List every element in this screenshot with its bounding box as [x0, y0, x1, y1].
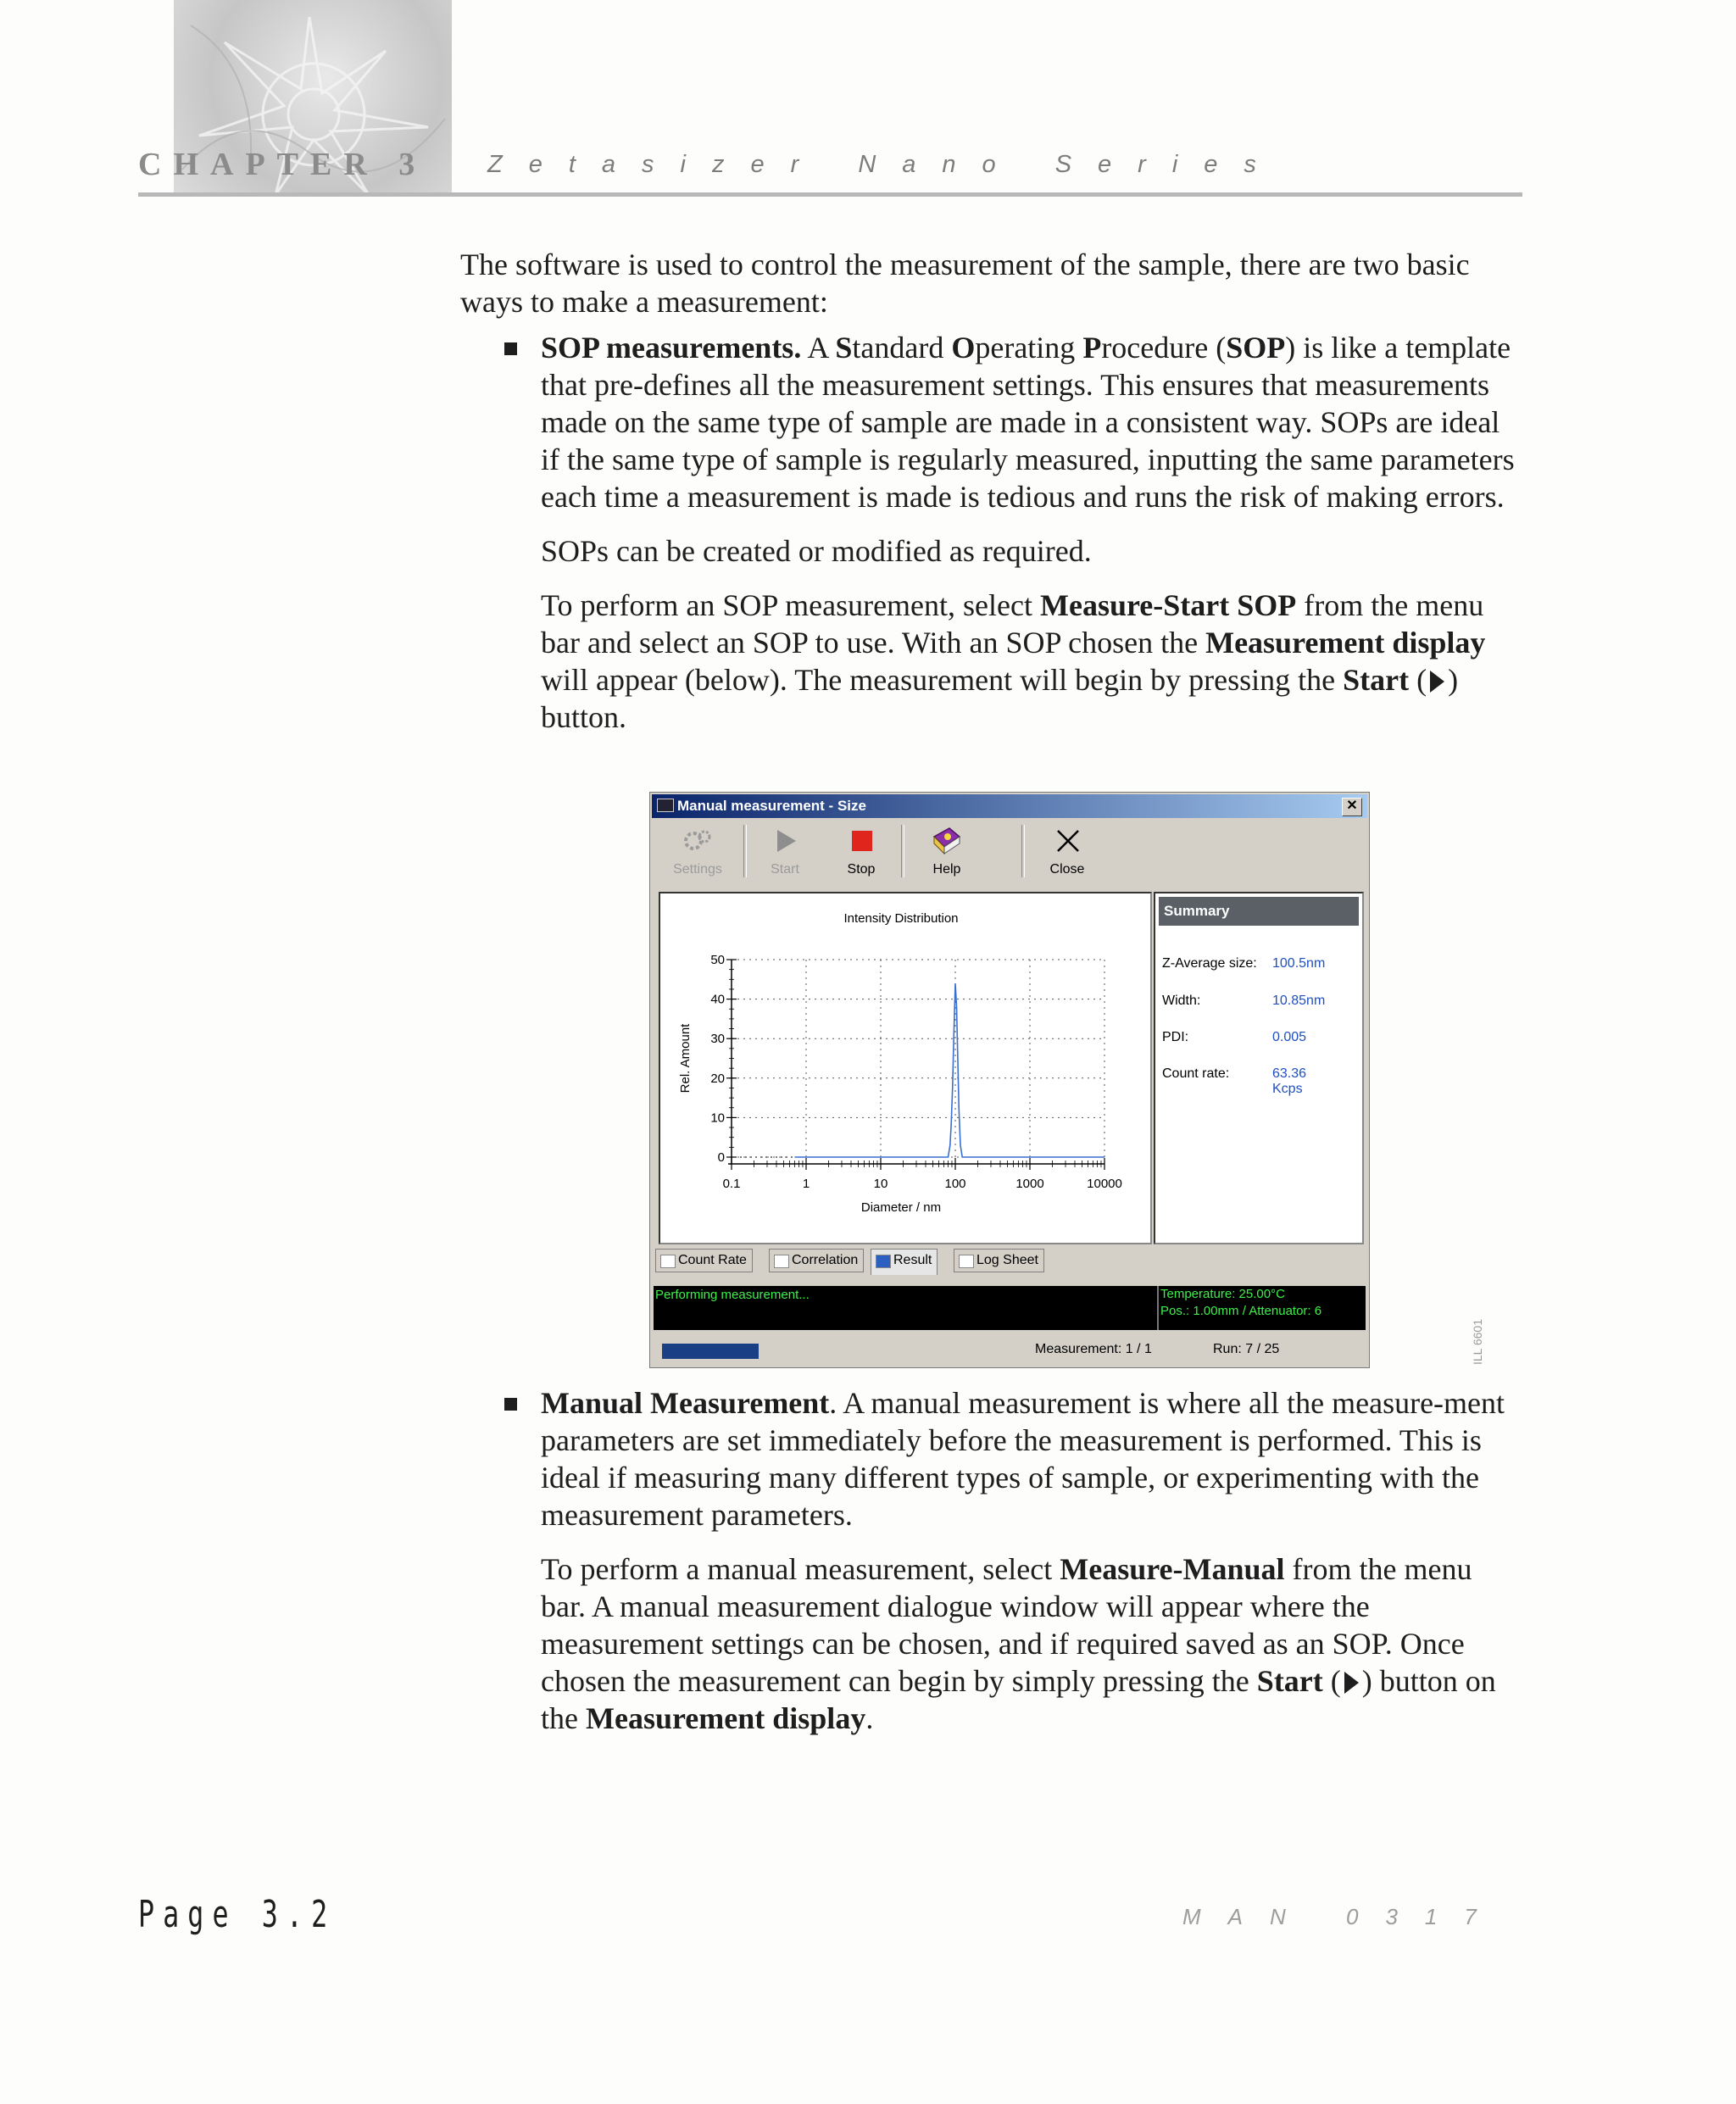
- chapter-heading: CHAPTER 3: [138, 147, 427, 182]
- summary-label: Count rate:: [1162, 1066, 1230, 1081]
- summary-value: 100.5nm: [1272, 956, 1326, 971]
- bullet-manual: [504, 1398, 517, 1411]
- sop-text-rocedure: rocedure (: [1101, 331, 1227, 365]
- figure-id: ILL 6601: [1471, 1319, 1484, 1365]
- chart-panel: [659, 892, 1152, 1244]
- window-title: Manual measurement - Size: [677, 798, 866, 814]
- sop-p3-c: will appear (below). The measurement will begin by pressing the: [541, 663, 1344, 697]
- sop-abbr: SOP: [1226, 331, 1286, 365]
- summary-value: 0.005: [1272, 1030, 1307, 1044]
- start-term: Start: [1256, 1664, 1323, 1698]
- summary-label: PDI:: [1162, 1030, 1189, 1044]
- tab-label: Log Sheet: [976, 1253, 1038, 1267]
- settings-button[interactable]: [655, 821, 740, 881]
- intensity-distribution-chart: [660, 893, 1147, 1239]
- measurement-window: [649, 792, 1370, 1368]
- x-tick-label: 10: [873, 1177, 888, 1191]
- menu-measure-start-sop: Measure-Start SOP: [1039, 588, 1297, 622]
- intro-text: The software is used to control the measurement of the sample, there are two basic ways to make a measurement:: [460, 248, 1470, 319]
- summary-heading: Summary: [1159, 897, 1359, 926]
- close-label: Close: [1049, 862, 1085, 877]
- stop-button[interactable]: [823, 821, 899, 881]
- tab-count-rate[interactable]: [655, 1249, 753, 1272]
- count-rate-icon: [660, 1255, 676, 1268]
- tab-log-sheet[interactable]: [954, 1249, 1044, 1272]
- tab-label: Correlation: [792, 1253, 859, 1267]
- summary-value: 10.85nm: [1272, 994, 1326, 1008]
- window-titlebar: [652, 794, 1367, 818]
- intro-paragraph: [460, 246, 1520, 320]
- start-play-icon: [1430, 671, 1444, 693]
- measurement-display-term: Measurement display: [1205, 626, 1486, 660]
- log-sheet-icon: [959, 1255, 974, 1268]
- tab-label: Result: [893, 1253, 932, 1267]
- series-title: Zetasizer Nano Series: [487, 151, 1283, 178]
- bullet-sop: [504, 342, 517, 355]
- status-message: Performing measurement...: [655, 1288, 810, 1302]
- sop-p3-a: To perform an SOP measurement, select: [541, 588, 1040, 622]
- y-tick-label: 20: [710, 1071, 725, 1086]
- measurement-counter: Measurement: 1 / 1: [1035, 1342, 1152, 1356]
- start-play-icon: [1344, 1672, 1359, 1694]
- close-button[interactable]: [1025, 821, 1110, 881]
- progress-bar: [662, 1344, 759, 1359]
- play-icon: [776, 828, 798, 854]
- run-counter: Run: 7 / 25: [1213, 1342, 1280, 1356]
- tab-result[interactable]: [871, 1249, 938, 1275]
- summary-row-width: [1162, 994, 1326, 1009]
- manual-p2-a: To perform a manual measurement, select: [541, 1552, 1060, 1586]
- window-close-button[interactable]: ✕: [1342, 798, 1362, 816]
- sop-para3: [541, 587, 1520, 736]
- x-axis-label: Diameter / nm: [860, 1200, 942, 1215]
- x-tick-label: 10000: [1087, 1177, 1122, 1191]
- manual-p2-d: ) button on the: [541, 1664, 1496, 1735]
- result-icon: [876, 1255, 891, 1268]
- sop-letter-s: S: [835, 331, 853, 365]
- start-button[interactable]: [747, 821, 823, 881]
- summary-label: Z-Average size:: [1162, 956, 1257, 971]
- app-icon: [657, 799, 674, 812]
- help-book-icon: [931, 825, 963, 857]
- manual-paragraph: [541, 1384, 1524, 1533]
- status-area: [654, 1286, 1366, 1330]
- sop-p3-d: (: [1409, 663, 1427, 697]
- x-tick-label: 1000: [1015, 1177, 1044, 1191]
- start-term: Start: [1343, 663, 1410, 697]
- summary-panel: [1154, 892, 1364, 1244]
- x-tick-label: 1: [802, 1177, 810, 1191]
- summary-label: Width:: [1162, 994, 1201, 1008]
- y-tick-label: 30: [710, 1032, 725, 1047]
- header-rule: [138, 192, 1522, 197]
- y-tick-label: 10: [710, 1110, 725, 1126]
- manual-p2-c: (: [1322, 1664, 1341, 1698]
- start-label: Start: [771, 862, 799, 877]
- chart-title: Intensity Distribution: [843, 911, 959, 926]
- status-temperature: Temperature: 25.00°C: [1160, 1287, 1285, 1301]
- sop-para2: SOPs can be created or modified as required.: [541, 534, 1092, 568]
- summary-row-zaverage: [1162, 956, 1326, 971]
- status-position: Pos.: 1.00mm / Attenuator: 6: [1160, 1304, 1322, 1318]
- x-tick-label: 0.1: [722, 1177, 741, 1191]
- summary-row-pdi: [1162, 1030, 1307, 1045]
- help-button[interactable]: [904, 821, 989, 881]
- sop-text-tandard: tandard: [852, 331, 952, 365]
- page-number: Page 3.2: [138, 1893, 337, 1936]
- help-label: Help: [932, 862, 961, 877]
- toolbar: [655, 821, 1364, 881]
- manual-code: MAN 0317: [1182, 1904, 1504, 1929]
- sop-text-a: A: [801, 331, 836, 365]
- settings-icon: [682, 827, 713, 855]
- sop-title: SOP measurements.: [541, 331, 802, 365]
- sop-letter-p: P: [1082, 331, 1102, 365]
- x-tick-label: 100: [944, 1177, 966, 1191]
- sop-text-perating: perating: [975, 331, 1083, 365]
- close-icon: [1055, 828, 1081, 854]
- stop-icon: [851, 830, 873, 852]
- status-bar: [654, 1337, 1366, 1364]
- y-tick-label: 50: [710, 953, 725, 967]
- manual-section: [541, 1384, 1524, 1737]
- sop-section: [541, 329, 1520, 736]
- series-line-intensity: [794, 983, 1104, 1157]
- status-instrument: [1157, 1286, 1369, 1330]
- summary-value: 63.36 Kcps: [1272, 1066, 1307, 1096]
- menu-measure-manual: Measure-Manual: [1060, 1552, 1285, 1586]
- y-tick-label: 0: [717, 1150, 725, 1165]
- tab-label: Count Rate: [678, 1253, 747, 1267]
- manual-p2-e: .: [865, 1701, 874, 1735]
- correlation-icon: [774, 1255, 789, 1268]
- y-tick-label: 40: [710, 992, 725, 1007]
- sop-text-b: ) is like a template that pre-defines all the measurement settings. This ensures that measurements made on the same type of sample are made in a consistent way. SOPs are ideal if the same type of sample is regularly measured, inputting the same parameters each time a measurement is made is tedious and runs the risk of making errors.: [541, 331, 1515, 514]
- stop-label: Stop: [847, 862, 876, 877]
- tab-correlation[interactable]: [769, 1249, 864, 1272]
- measurement-display-term: Measurement display: [585, 1701, 866, 1735]
- y-axis-label: Rel. Amount: [678, 1023, 693, 1094]
- summary-row-count-rate: [1162, 1066, 1307, 1096]
- sop-letter-o: O: [951, 331, 976, 365]
- manual-p2-b: from the menu bar. A manual measurement dialogue window will appear where the measurement settings can be chosen, and if required saved as an SOP. Once chosen the measurement can begin by simply pressing the: [541, 1552, 1472, 1698]
- sop-p3-b: from the menu bar and select an SOP to use. With an SOP chosen the: [541, 588, 1484, 660]
- sop-paragraph: [541, 329, 1520, 515]
- settings-label: Settings: [673, 862, 722, 877]
- view-tabs: [655, 1249, 1359, 1274]
- manual-title: Manual Measurement: [541, 1386, 830, 1420]
- manual-desc: . A manual measurement is where all the measure-ment parameters are set immediately before the measurement is performed. This is ideal if measuring many different types of sample, or experimenting with the measurement parameters.: [541, 1386, 1505, 1532]
- sop-p3-e: ) button.: [541, 663, 1459, 734]
- manual-para2: [541, 1550, 1524, 1737]
